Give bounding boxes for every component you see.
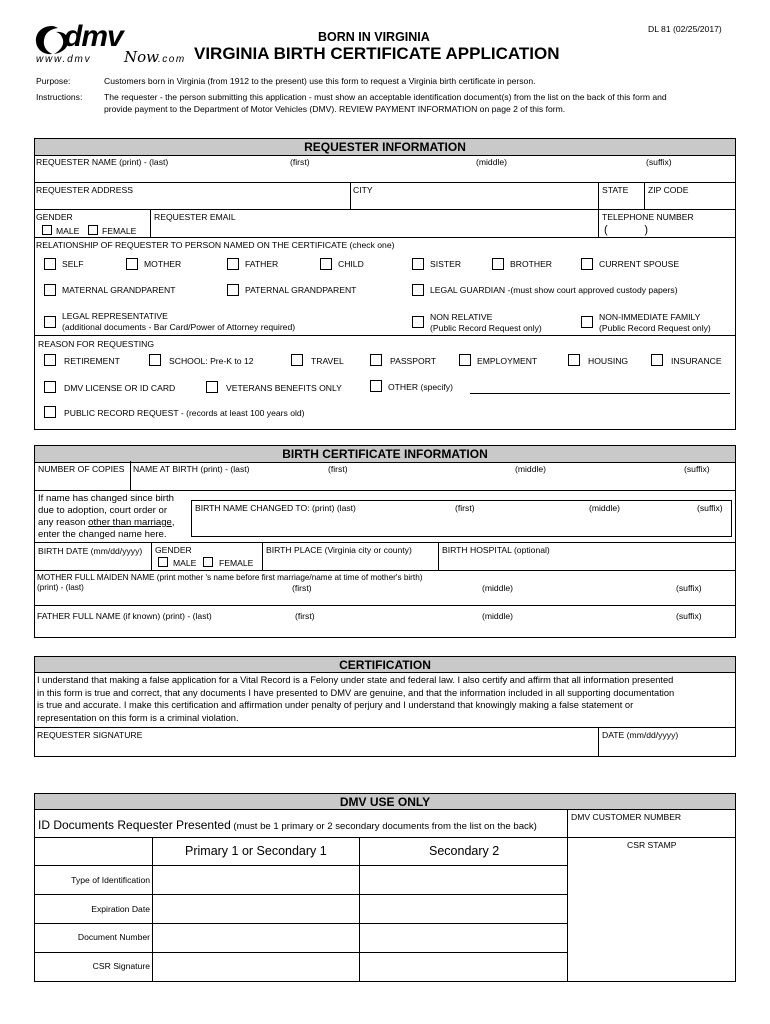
rel-child-checkbox[interactable] (320, 258, 332, 270)
changed-middle-label: (middle) (589, 503, 621, 513)
certification-line-2: in this form is true and correct, that any documents I have presented to DMV are genuine, and that the information included in all supporting documentation (37, 687, 675, 698)
rel-maternal-gp-checkbox[interactable] (44, 284, 56, 296)
father-name-label: FATHER FULL NAME (if known) (print) - (last) (37, 611, 212, 621)
birth-hospital-field[interactable] (439, 556, 735, 569)
id-docs-note: (must be 1 primary or 2 secondary documents from the list on the back) (230, 821, 537, 832)
birth-name-label: NAME AT BIRTH (print) - (last) (133, 464, 250, 474)
reason-retirement-label: RETIREMENT (64, 356, 120, 366)
reason-insurance-checkbox[interactable] (651, 354, 663, 366)
id-docs-label: ID Documents Requester Presented (38, 818, 231, 832)
rel-child-label: CHILD (338, 259, 364, 269)
instructions-line-2: provide payment to the Department of Motor Vehicles (DMV). REVIEW PAYMENT INFORMATION on page 2 of this form. (104, 104, 566, 114)
cert-date-field[interactable] (599, 740, 735, 756)
requester-state-field[interactable] (599, 195, 643, 208)
expiration-secondary-field[interactable] (360, 895, 566, 922)
birth-gender-label: GENDER (155, 545, 192, 555)
birth-middle-label: (middle) (515, 464, 547, 474)
row-type-label: Type of Identification (71, 875, 150, 885)
reason-passport-checkbox[interactable] (370, 354, 382, 366)
father-first-label: (first) (295, 611, 315, 621)
certification-heading: CERTIFICATION (35, 657, 735, 673)
reason-dmv-checkbox[interactable] (44, 381, 56, 393)
requester-phone-label: TELEPHONE NUMBER (602, 212, 694, 222)
reason-other-specify-field[interactable] (470, 393, 730, 394)
rel-non-relative-note: (Public Record Request only) (430, 323, 542, 333)
rel-non-immediate-note: (Public Record Request only) (599, 323, 711, 333)
relationship-label: RELATIONSHIP OF REQUESTER TO PERSON NAMED ON THE CERTIFICATE (check one) (36, 240, 395, 250)
rel-brother-label: BROTHER (510, 259, 553, 269)
rel-spouse-checkbox[interactable] (581, 258, 593, 270)
requester-address-label: REQUESTER ADDRESS (36, 185, 133, 195)
cert-date-label: DATE (mm/dd/yyyy) (602, 730, 679, 740)
rel-paternal-gp-label: PATERNAL GRANDPARENT (245, 285, 357, 295)
row-csr-signature-label: CSR Signature (92, 961, 150, 971)
reason-veterans-label: VETERANS BENEFITS ONLY (226, 383, 342, 393)
rel-brother-checkbox[interactable] (492, 258, 504, 270)
docnumber-secondary-field[interactable] (360, 924, 566, 951)
birth-male-checkbox[interactable] (158, 557, 168, 567)
requester-email-field[interactable] (151, 222, 597, 236)
col-secondary-header: Secondary 2 (429, 844, 500, 858)
logo-com-text: .com (158, 54, 186, 65)
docnumber-primary-field[interactable] (153, 924, 358, 951)
certification-line-1: I understand that making a false application for a Vital Record is a Felony under state and federal law. I also certify and affirm that all information presented (37, 675, 674, 685)
reason-other-label: OTHER (specify) (388, 382, 453, 392)
reason-label: REASON FOR REQUESTING (38, 339, 155, 349)
dmv-use-heading: DMV USE ONLY (35, 794, 735, 810)
logo-brand-text: dmv (64, 20, 123, 53)
birth-place-field[interactable] (263, 556, 437, 569)
rel-guardian-checkbox[interactable] (412, 284, 424, 296)
certification-text (37, 674, 674, 724)
mother-name-field[interactable] (35, 593, 735, 604)
requester-state-label: STATE (602, 185, 629, 195)
copies-label: NUMBER OF COPIES (38, 464, 125, 474)
rel-paternal-gp-checkbox[interactable] (227, 284, 239, 296)
reason-dmv-label: DMV LICENSE OR ID CARD (64, 383, 176, 393)
requester-address-field[interactable] (35, 195, 349, 208)
rel-self-label: SELF (62, 259, 84, 269)
requester-city-field[interactable] (351, 195, 597, 208)
mother-first-label: (first) (292, 583, 312, 593)
birth-heading: BIRTH CERTIFICATE INFORMATION (35, 446, 735, 463)
birth-place-label: BIRTH PLACE (Virginia city or county) (266, 545, 412, 555)
mother-name-label: MOTHER FULL MAIDEN NAME (print mother 's name before first marriage/name at time of mother's birth) (37, 573, 423, 582)
reason-passport-label: PASSPORT (390, 356, 437, 366)
certification-line-3: is true and accurate. I make this certification and affirmation under penalty of perjury and I understand that knowingly making a false statement or (37, 700, 634, 710)
requester-first-label: (first) (290, 157, 310, 167)
rel-non-immediate-label: NON-IMMEDIATE FAMILY (599, 312, 701, 322)
requester-name-field[interactable] (35, 167, 735, 181)
rel-mother-checkbox[interactable] (126, 258, 138, 270)
reason-employment-checkbox[interactable] (459, 354, 471, 366)
rel-non-relative-label: NON RELATIVE (430, 312, 493, 322)
mother-suffix-label: (suffix) (676, 583, 702, 593)
rel-legal-rep-label: LEGAL REPRESENTATIVE (62, 311, 168, 321)
type-primary-field[interactable] (153, 866, 358, 893)
requester-gender-label: GENDER (36, 212, 73, 222)
rel-father-label: FATHER (245, 259, 279, 269)
customer-number-field[interactable] (568, 822, 735, 836)
birth-first-label: (first) (328, 464, 348, 474)
requester-heading: REQUESTER INFORMATION (35, 139, 735, 156)
birth-hospital-label: BIRTH HOSPITAL (optional) (442, 545, 550, 555)
requester-female-checkbox[interactable] (88, 225, 98, 235)
customer-number-label: DMV CUSTOMER NUMBER (571, 812, 682, 822)
reason-housing-label: HOUSING (588, 356, 629, 366)
mother-middle-label: (middle) (482, 583, 514, 593)
form-subtitle: BORN IN VIRGINIA (318, 30, 430, 44)
birth-female-label: FEMALE (219, 558, 254, 568)
changed-to-label: BIRTH NAME CHANGED TO: (print) (last) (195, 503, 356, 513)
form-id: DL 81 (02/25/2017) (648, 24, 722, 34)
requester-name-label: REQUESTER NAME (print) - (last) (36, 157, 169, 167)
requester-male-checkbox[interactable] (42, 225, 52, 235)
requester-suffix-label: (suffix) (646, 157, 672, 167)
rel-legal-rep-checkbox[interactable] (44, 316, 56, 328)
reason-school-checkbox[interactable] (149, 354, 161, 366)
birth-date-field[interactable] (35, 556, 150, 569)
rel-spouse-label: CURRENT SPOUSE (599, 259, 680, 269)
changed-suffix-label: (suffix) (697, 503, 723, 513)
csr-signature-secondary-field[interactable] (360, 953, 566, 981)
page-title: VIRGINIA BIRTH CERTIFICATE APPLICATION (194, 44, 560, 63)
csr-stamp-label: CSR STAMP (627, 840, 677, 850)
requester-middle-label: (middle) (476, 157, 508, 167)
changed-first-label: (first) (455, 503, 475, 513)
reason-public-checkbox[interactable] (44, 406, 56, 418)
reason-insurance-label: INSURANCE (671, 356, 722, 366)
father-name-field[interactable] (35, 621, 735, 637)
reason-public-label: PUBLIC RECORD REQUEST - (records at least 100 years old) (64, 408, 305, 418)
reason-school-label: SCHOOL: Pre-K to 12 (169, 356, 254, 366)
rel-self-checkbox[interactable] (44, 258, 56, 270)
requester-city-label: CITY (353, 185, 373, 195)
rel-father-checkbox[interactable] (227, 258, 239, 270)
rel-maternal-gp-label: MATERNAL GRANDPARENT (62, 285, 176, 295)
type-secondary-field[interactable] (360, 866, 566, 893)
row-expiration-label: Expiration Date (91, 904, 150, 914)
signature-field[interactable] (35, 740, 597, 756)
name-changed-line-3a: any reason (38, 517, 89, 528)
rel-sister-label: SISTER (430, 259, 462, 269)
father-middle-label: (middle) (482, 611, 514, 621)
reason-travel-checkbox[interactable] (291, 354, 303, 366)
name-changed-line-2: due to adoption, court order or (38, 505, 168, 516)
name-changed-line-4: enter the changed name here. (38, 529, 167, 540)
requester-email-label: REQUESTER EMAIL (154, 212, 236, 222)
father-suffix-label: (suffix) (676, 611, 702, 621)
requester-male-label: MALE (56, 226, 80, 236)
birth-date-label: BIRTH DATE (mm/dd/yyyy) (38, 546, 143, 556)
logo-now-text: Now (124, 48, 159, 66)
requester-zip-label: ZIP CODE (648, 185, 689, 195)
birth-female-checkbox[interactable] (203, 557, 213, 567)
rel-non-immediate-checkbox[interactable] (581, 316, 593, 328)
purpose-text: Customers born in Virginia (from 1912 to the present) use this form to request a Virginia birth certificate in person. (104, 76, 536, 86)
rel-sister-checkbox[interactable] (412, 258, 424, 270)
mother-last-label: (print) - (last) (37, 583, 84, 592)
instructions-label: Instructions: (36, 92, 83, 102)
expiration-primary-field[interactable] (153, 895, 358, 922)
csr-signature-primary-field[interactable] (153, 953, 358, 981)
reason-other-checkbox[interactable] (370, 380, 382, 392)
purpose-label: Purpose: (36, 76, 71, 86)
requester-zip-field[interactable] (645, 195, 735, 208)
row-docnumber-label: Document Number (77, 932, 150, 942)
signature-label: REQUESTER SIGNATURE (37, 730, 143, 740)
reason-employment-label: EMPLOYMENT (477, 356, 538, 366)
reason-veterans-checkbox[interactable] (206, 381, 218, 393)
dmv-logo (34, 22, 184, 68)
reason-travel-label: TRAVEL (311, 356, 344, 366)
birth-male-label: MALE (173, 558, 197, 568)
name-changed-line-1: If name has changed since birth (38, 493, 174, 504)
birth-name-field[interactable] (131, 474, 735, 489)
requester-phone-field[interactable]: ( ) (604, 224, 648, 236)
id-docs-line (38, 816, 537, 834)
name-changed-note: If name has changed since birth due to adoption, court order or any reason other than marriage, enter the changed name here. (38, 493, 175, 540)
rel-guardian-label: LEGAL GUARDIAN -(must show court approved custody papers) (430, 285, 678, 295)
rel-non-relative-checkbox[interactable] (412, 316, 424, 328)
reason-retirement-checkbox[interactable] (44, 354, 56, 366)
col-primary-header: Primary 1 or Secondary 1 (185, 844, 327, 858)
requester-female-label: FEMALE (102, 226, 137, 236)
logo-url-text: www.dmv (36, 54, 92, 65)
rel-legal-rep-note: (additional documents - Bar Card/Power of Attorney required) (62, 322, 296, 332)
birth-suffix-label: (suffix) (684, 464, 710, 474)
copies-field[interactable] (35, 474, 129, 489)
name-changed-line-3b: other than marriage (88, 517, 172, 528)
reason-housing-checkbox[interactable] (568, 354, 580, 366)
rel-mother-label: MOTHER (144, 259, 182, 269)
certification-line-4: representation on this form is a criminal violation. (37, 712, 239, 723)
instructions-line-1: The requester - the person submitting this application - must show an acceptable identification document(s) from the list on the back of this form and (104, 92, 667, 102)
